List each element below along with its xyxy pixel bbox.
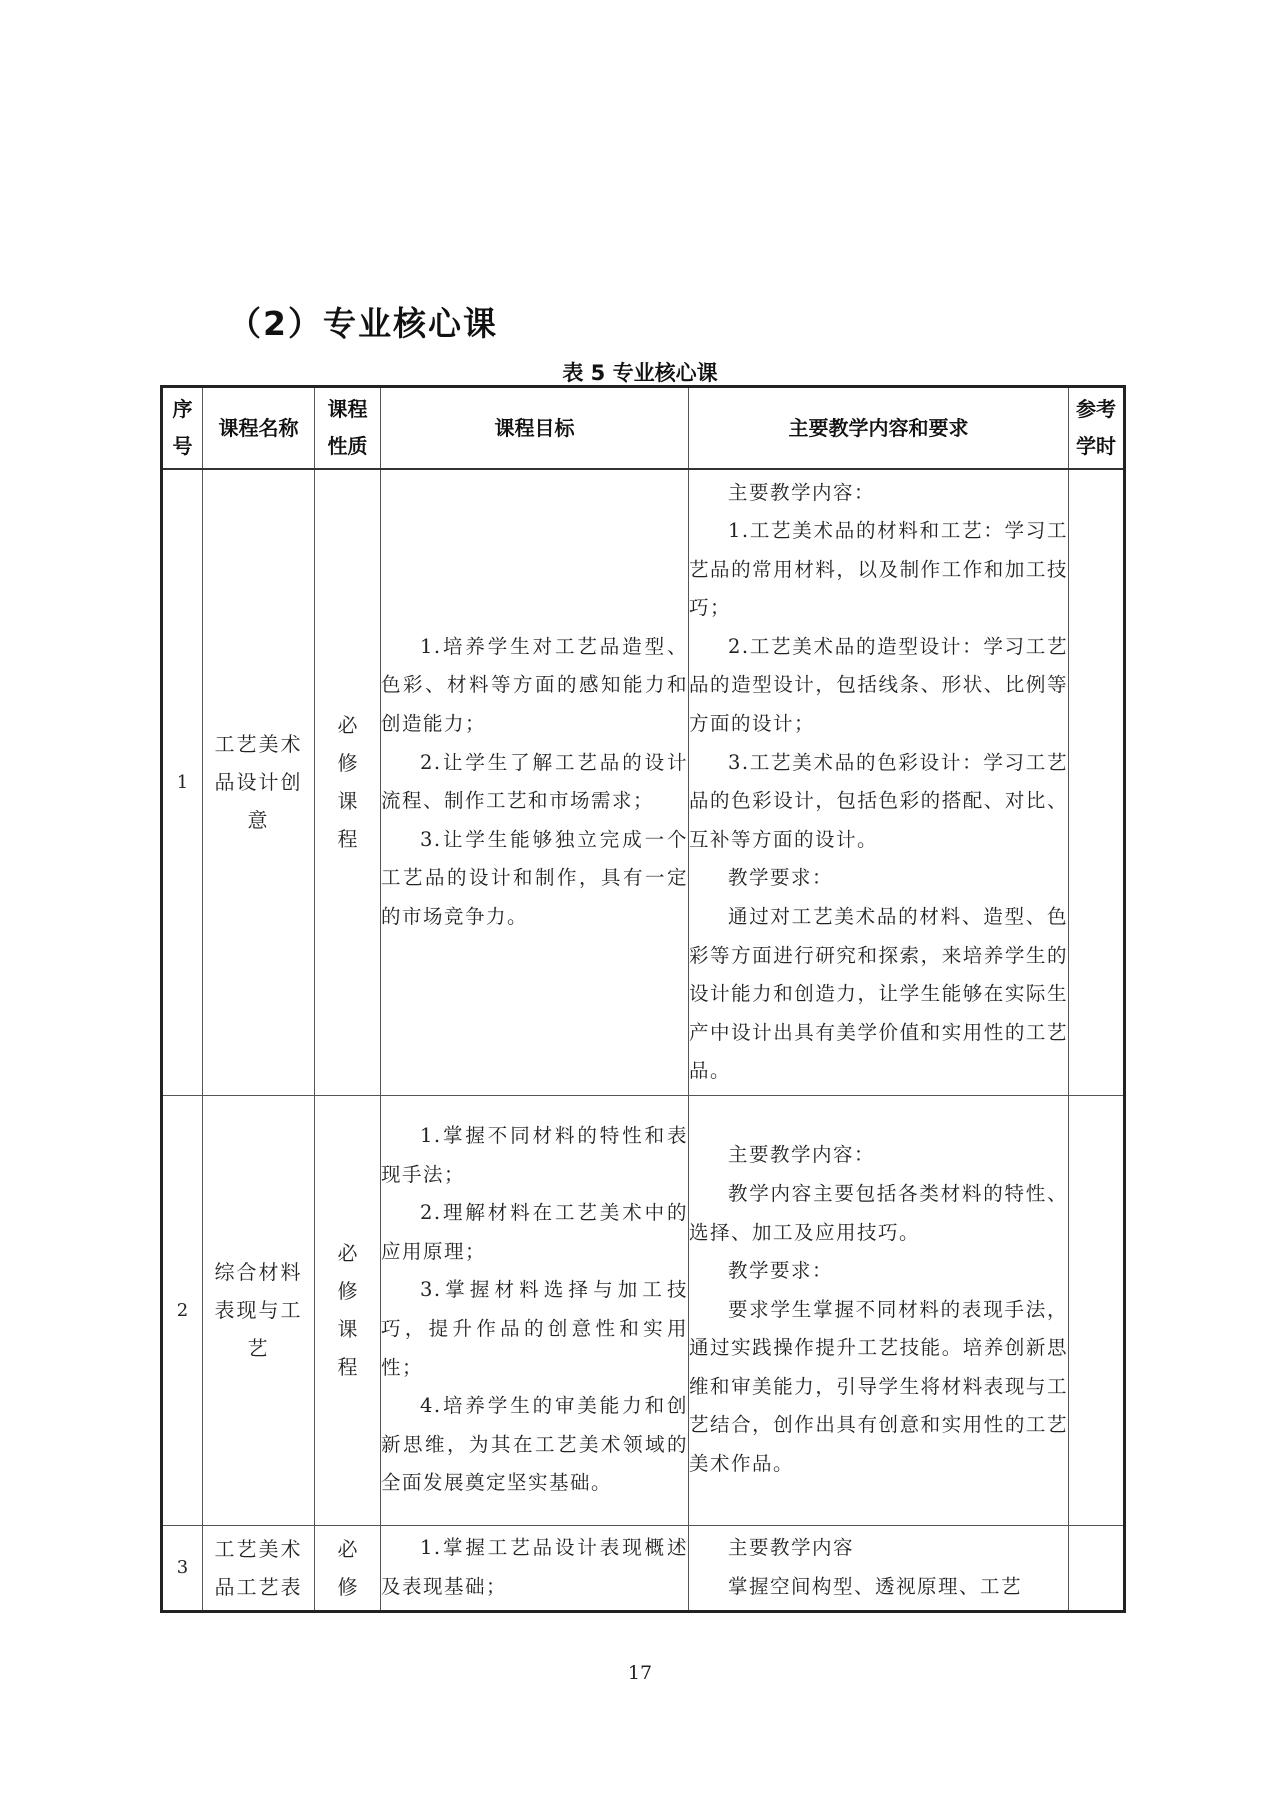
header-teaching-content: 主要教学内容和要求: [689, 387, 1069, 470]
page-number: 17: [627, 1662, 653, 1684]
row-teaching-content: 主要教学内容： 教学内容主要包括各类材料的特性、选择、加工及应用技巧。 教学要求： 要求学生掌握不同材料的表现手法，通过实践操作提升工艺技能。培养创新思维和审美能力，引导学生将材料表现与工艺结合，创作出具有创意和实用性的工艺美术作品。: [689, 1095, 1069, 1525]
row-course-name: 综合材料 表现与工 艺: [203, 1095, 315, 1525]
header-course-nature: 课程 性质: [315, 387, 381, 470]
header-course-goal: 课程目标: [381, 387, 689, 470]
core-courses-table: [160, 385, 1126, 1613]
row-reference-hours: [1069, 1095, 1125, 1525]
table-row: [162, 1095, 1125, 1525]
row-teaching-content: 主要教学内容 掌握空间构型、透视原理、工艺: [689, 1525, 1069, 1611]
table-row: [162, 1525, 1125, 1611]
row-course-goal: 1.掌握工艺品设计表现概述及表现基础；: [381, 1525, 689, 1611]
row-seq: 1: [162, 469, 203, 1095]
row-reference-hours: [1069, 1525, 1125, 1611]
row-course-goal: 1.掌握不同材料的特性和表现手法； 2.理解材料在工艺美术中的应用原理； 3.掌握材料选择与加工技巧，提升作品的创意性和实用性； 4.培养学生的审美能力和创新思维，为其在工艺美术领域的全面发展奠定坚实基础。: [381, 1095, 689, 1525]
row-teaching-content: 主要教学内容： 1.工艺美术品的材料和工艺：学习工艺品的常用材料，以及制作工作和加工技巧； 2.工艺美术品的造型设计：学习工艺品的造型设计，包括线条、形状、比例等方面的设计； 3.工艺美术品的色彩设计：学习工艺品的色彩设计，包括色彩的搭配、对比、互补等方面的设计。 教学要求： 通过对工艺美术品的材料、造型、色彩等方面进行研究和探索，来培养学生的设计能力和创造力，让学生能够在实际生产中设计出具有美学价值和实用性的工艺品。: [689, 469, 1069, 1095]
row-course-name: 工艺美术 品设计创 意: [203, 469, 315, 1095]
row-seq: 3: [162, 1525, 203, 1611]
header-seq: 序 号: [162, 387, 203, 470]
table-row: [162, 469, 1125, 1095]
row-course-nature: 必 修: [315, 1525, 381, 1611]
table-header-row: [162, 387, 1125, 470]
row-course-goal: 1.培养学生对工艺品造型、色彩、材料等方面的感知能力和创造能力； 2.让学生了解工艺品的设计流程、制作工艺和市场需求； 3.让学生能够独立完成一个工艺品的设计和制作，具有一定的市场竞争力。: [381, 469, 689, 1095]
header-course-name: 课程名称: [203, 387, 315, 470]
row-course-name: 工艺美术 品工艺表: [203, 1525, 315, 1611]
row-course-nature: 必 修 课 程: [315, 1095, 381, 1525]
row-course-nature: 必 修 课 程: [315, 469, 381, 1095]
table-caption: 表 5 专业核心课: [562, 361, 718, 385]
row-reference-hours: [1069, 469, 1125, 1095]
row-seq: 2: [162, 1095, 203, 1525]
section-heading: （2）专业核心课: [228, 304, 498, 343]
header-reference-hours: 参考 学时: [1069, 387, 1125, 470]
